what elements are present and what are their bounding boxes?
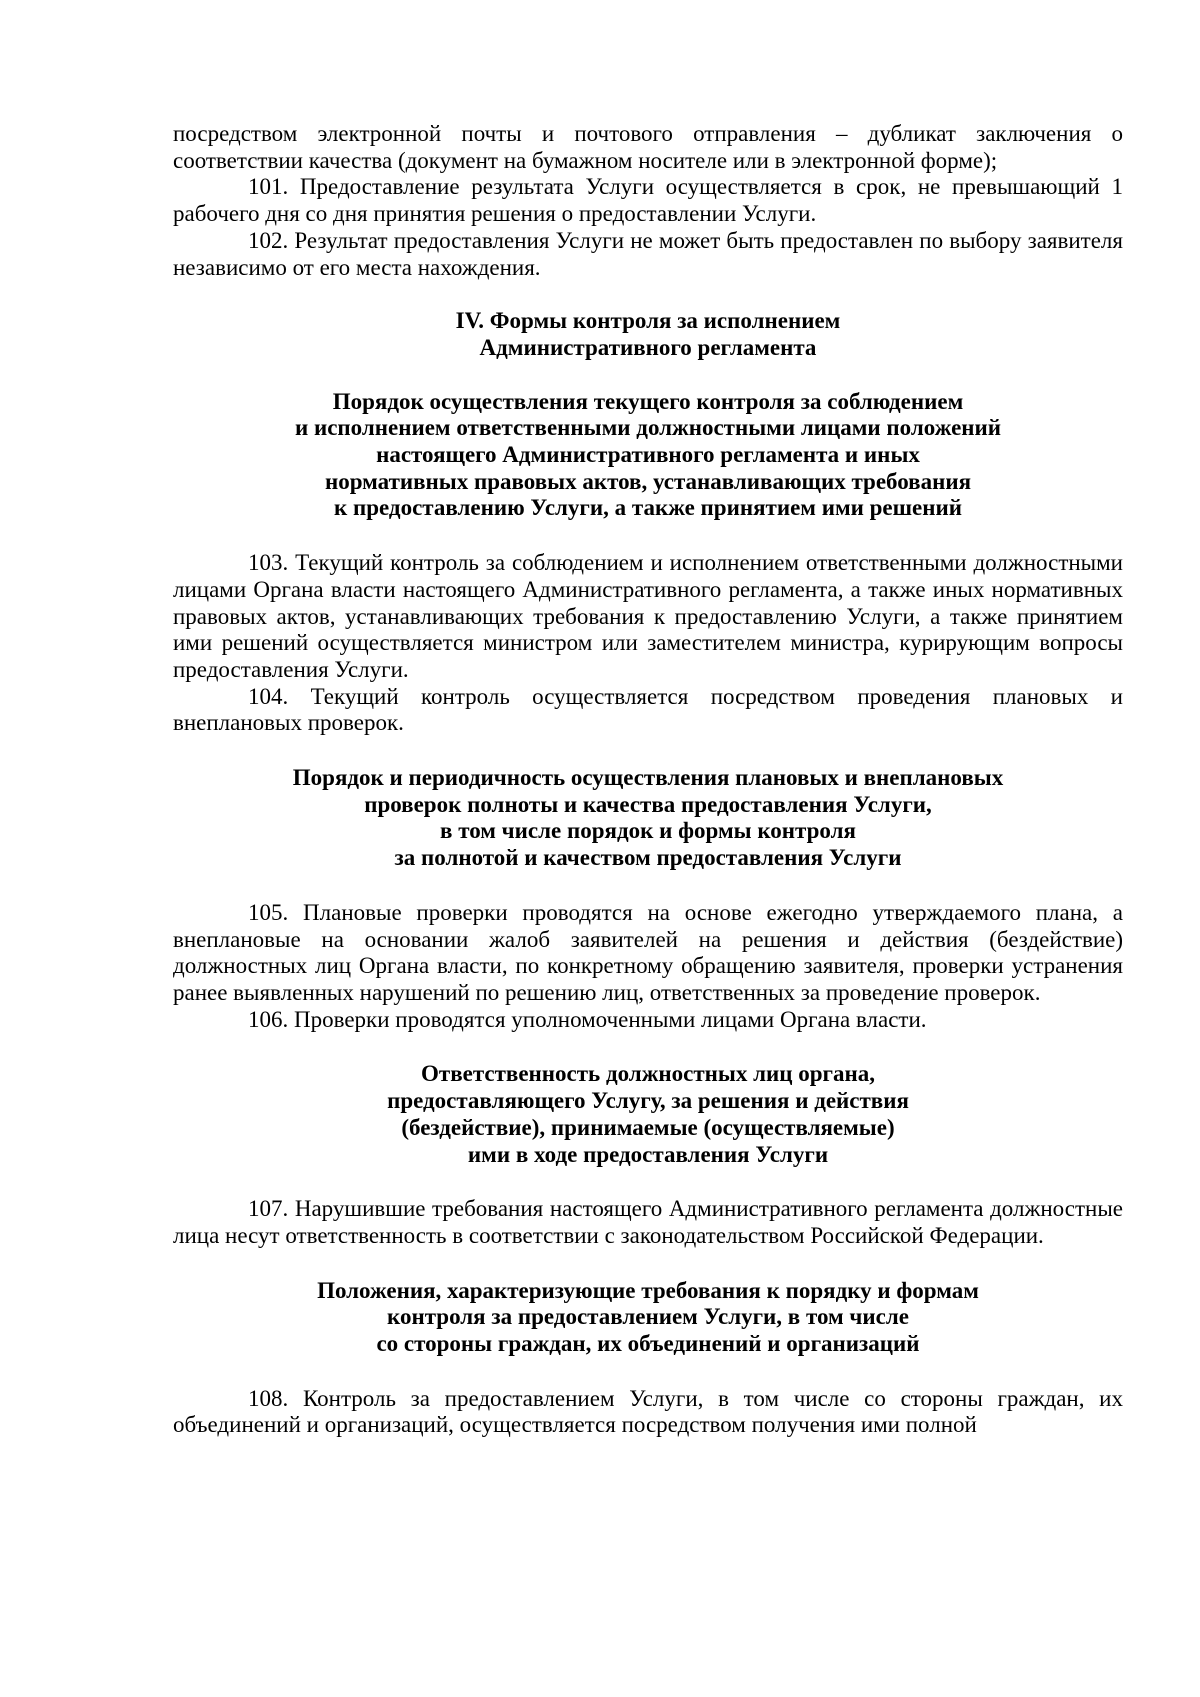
heading-line: и исполнением ответственными должностными лицами положений: [294, 415, 1002, 441]
paragraph-106: 106. Проверки проводятся уполномоченными лицами Органа власти.: [248, 1006, 927, 1032]
heading-line: за полнотой и качеством предоставления Услуги: [394, 845, 902, 871]
subheading-officials-responsibility: [173, 1061, 1123, 1168]
subheading-control-forms: [173, 1278, 1123, 1358]
heading-line: в том числе порядок и формы контроля: [440, 818, 856, 844]
heading-line: Порядок и периодичность осуществления плановых и внеплановых: [292, 765, 1004, 791]
section-heading-iv: [173, 308, 1123, 361]
subheading-planned-inspections: [173, 765, 1123, 872]
heading-line: Положения, характеризующие требования к порядку и формам: [317, 1277, 979, 1303]
paragraph-104: 104. Текущий контроль осуществляется посредством проведения плановых и внеплановых проверок.: [173, 683, 1123, 736]
paragraph-101: 101. Предоставление результата Услуги осуществляется в срок, не превышающий 1 рабочего дня со дня принятия решения о предоставлении Услуги.: [173, 174, 1123, 227]
heading-line: настоящего Административного регламента и иных: [376, 442, 920, 468]
heading-line: к предоставлению Услуги, а также принятием ими решений: [333, 495, 963, 521]
heading-line: со стороны граждан, их объединений и организаций: [376, 1331, 920, 1357]
heading-line: Порядок осуществления текущего контроля за соблюдением: [332, 388, 964, 414]
paragraph-107: 107. Нарушившие требования настоящего Административного регламента должностные лица несут ответственность в соответствии с законодательством Российской Федерации.: [173, 1196, 1123, 1248]
paragraph-103: 103. Текущий контроль за соблюдением и исполнением ответственными должностными лицами Органа власти настоящего Административного регламента, а также иных нормативных правовых актов, устанавливающих требования к предоставлению Услуги, а также принятием ими решений осуществляется министром или заместителем министра, курирующим вопросы предоставления Услуги.: [173, 550, 1123, 682]
heading-line: нормативных правовых актов, устанавливающих требования: [324, 468, 972, 494]
heading-line: IV. Формы контроля за исполнением: [455, 308, 841, 334]
paragraph-108: 108. Контроль за предоставлением Услуги, в том числе со стороны граждан, их объединений и организаций, осуществляется посредством получения ими полной: [173, 1385, 1123, 1438]
heading-line: контроля за предоставлением Услуги, в том числе: [387, 1304, 909, 1330]
heading-line: проверок полноты и качества предоставления Услуги,: [364, 791, 932, 817]
heading-line: Ответственность должностных лиц органа,: [421, 1061, 875, 1087]
paragraph-100-tail: посредством электронной почты и почтового отправления – дубликат заключения о соответствии качества (документ на бумажном носителе или в электронной форме);: [173, 121, 1123, 173]
heading-line: предоставляющего Услугу, за решения и действия: [387, 1088, 909, 1114]
heading-line: (бездействие), принимаемые (осуществляемые): [401, 1114, 895, 1140]
paragraph-102: 102. Результат предоставления Услуги не может быть предоставлен по выбору заявителя независимо от его места нахождения.: [173, 227, 1123, 280]
heading-line: ими в ходе предоставления Услуги: [467, 1141, 829, 1167]
subheading-current-control: [173, 389, 1123, 523]
document-body: [173, 121, 1123, 1439]
paragraph-105: 105. Плановые проверки проводятся на основе ежегодно утверждаемого плана, а внеплановые на основании жалоб заявителей на решения и действия (бездействие) должностных лиц Органа власти, по конкретному обращению заявителя, проверки устранения ранее выявленных нарушений по решению лиц, ответственных за проведение проверок.: [173, 899, 1123, 1005]
heading-line: Административного регламента: [479, 334, 817, 360]
